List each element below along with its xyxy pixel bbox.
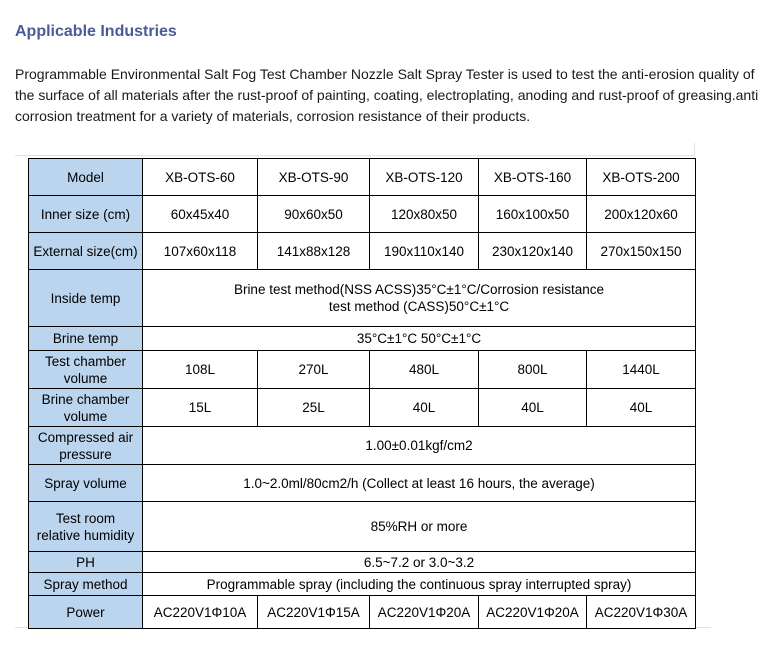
external-size-cell: 190x110x140 (370, 233, 479, 270)
ph-cell: 6.5~7.2 or 3.0~3.2 (143, 552, 696, 573)
model-cell: XB-OTS-160 (479, 159, 587, 196)
table-row-external-size (29, 233, 696, 270)
spray-volume-cell: 1.0~2.0ml/80cm2/h (Collect at least 16 hours, the average) (143, 465, 696, 502)
test-chamber-volume-cell: 108L (143, 351, 258, 389)
model-cell: XB-OTS-200 (587, 159, 696, 196)
row-label-model: Model (29, 159, 143, 196)
table-row-compressed-air-pressure (29, 427, 696, 465)
external-size-cell: 230x120x140 (479, 233, 587, 270)
inner-size-cell: 90x60x50 (258, 196, 370, 233)
row-label-inner-size: Inner size (cm) (29, 196, 143, 233)
power-cell: AC220V1Φ10A (143, 596, 258, 629)
label-line: volume (63, 370, 108, 386)
row-label-spray-volume: Spray volume (29, 465, 143, 502)
intro-paragraph: Programmable Environmental Salt Fog Test Chamber Nozzle Salt Spray Tester is used to test the anti-erosion quality of the surface of all materials after the rust-proof of painting, coating, electroplating, anoding and rust-proof of greasing.anti corrosion treatment for a variety of materials, corrosion resistance of their products. (15, 66, 759, 124)
brine-temp-cell: 35°C±1°C 50°C±1°C (143, 327, 696, 351)
power-cell: AC220V1Φ15A (258, 596, 370, 629)
inner-size-cell: 200x120x60 (587, 196, 696, 233)
row-label-inside-temp: Inside temp (29, 270, 143, 327)
table-row-model (29, 159, 696, 196)
label-line: Brine chamber (41, 391, 130, 407)
inner-size-cell: 160x100x50 (479, 196, 587, 233)
brine-chamber-volume-cell: 40L (370, 389, 479, 427)
label-line: Test chamber (44, 353, 127, 369)
table-row-humidity (29, 502, 696, 552)
table-row-inside-temp (29, 270, 696, 327)
table-row-spray-method (29, 573, 696, 596)
table-row-power (29, 596, 696, 629)
inside-temp-line-1: Brine test method(NSS ACSS)35°C±1°C/Corrosion resistance (233, 282, 605, 297)
inner-size-cell: 120x80x50 (370, 196, 479, 233)
table-row-ph (29, 552, 696, 573)
external-size-cell: 107x60x118 (143, 233, 258, 270)
spray-method-cell: Programmable spray (including the continuous spray interrupted spray) (143, 573, 696, 596)
inner-size-cell: 60x45x40 (143, 196, 258, 233)
frame-line-top (15, 155, 695, 156)
brine-chamber-volume-cell: 40L (479, 389, 587, 427)
label-line: pressure (59, 446, 112, 462)
model-cell: XB-OTS-90 (258, 159, 370, 196)
power-cell: AC220V1Φ30A (587, 596, 696, 629)
brine-chamber-volume-cell: 25L (258, 389, 370, 427)
external-size-cell: 141x88x128 (258, 233, 370, 270)
humidity-cell: 85%RH or more (143, 502, 696, 552)
row-label-brine-temp: Brine temp (29, 327, 143, 351)
inside-temp-line-2: test method (CASS)50°C±1°C (328, 299, 510, 314)
model-cell: XB-OTS-60 (143, 159, 258, 196)
row-label-ph: PH (29, 552, 143, 573)
power-cell: AC220V1Φ20A (370, 596, 479, 629)
external-size-cell: 270x150x150 (587, 233, 696, 270)
brine-chamber-volume-cell: 40L (587, 389, 696, 427)
row-label-external-size: External size(cm) (29, 233, 143, 270)
label-line: relative humidity (36, 527, 135, 543)
table-row-inner-size (29, 196, 696, 233)
inside-temp-cell (143, 270, 696, 327)
model-cell: XB-OTS-120 (370, 159, 479, 196)
table-row-brine-chamber-volume (29, 389, 696, 427)
test-chamber-volume-cell: 270L (258, 351, 370, 389)
section-heading: Applicable Industries (15, 23, 177, 40)
compressed-air-pressure-cell: 1.00±0.01kgf/cm2 (143, 427, 696, 465)
brine-chamber-volume-cell: 15L (143, 389, 258, 427)
row-label-compressed-air-pressure (29, 427, 143, 465)
row-label-brine-chamber-volume (29, 389, 143, 427)
label-line: Compressed air (37, 429, 134, 445)
spec-table (28, 158, 696, 629)
test-chamber-volume-cell: 480L (370, 351, 479, 389)
table-row-brine-temp (29, 327, 696, 351)
test-chamber-volume-cell: 800L (479, 351, 587, 389)
row-label-power: Power (29, 596, 143, 629)
row-label-spray-method: Spray method (29, 573, 143, 596)
row-label-humidity (29, 502, 143, 552)
test-chamber-volume-cell: 1440L (587, 351, 696, 389)
power-cell: AC220V1Φ20A (479, 596, 587, 629)
row-label-test-chamber-volume (29, 351, 143, 389)
table-row-spray-volume (29, 465, 696, 502)
label-line: volume (63, 408, 108, 424)
label-line: Test room (55, 510, 116, 526)
table-row-test-chamber-volume (29, 351, 696, 389)
